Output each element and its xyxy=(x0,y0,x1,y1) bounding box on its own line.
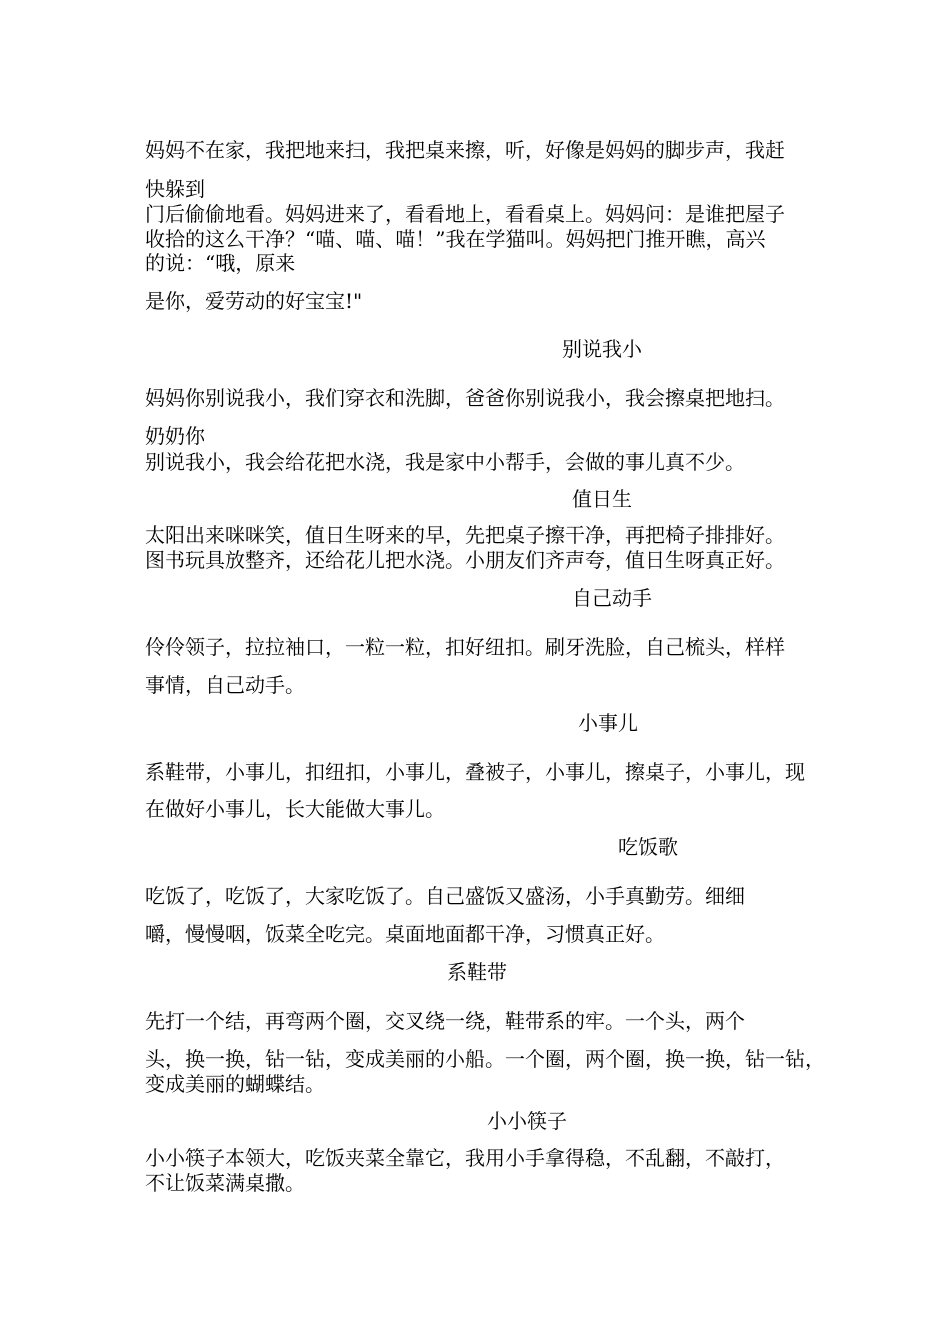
paragraph-line: 小小筷子本领大，吃饭夹菜全靠它，我用小手拿得稳，不乱翻，不敲打， xyxy=(145,1146,785,1170)
paragraph-line: 是你，爱劳动的好宝宝!" xyxy=(145,289,363,313)
paragraph-line: 事情，自己动手。 xyxy=(145,673,305,697)
paragraph-line: 嚼，慢慢咽，饭菜全吃完。桌面地面都干净，习惯真正好。 xyxy=(145,922,665,946)
paragraph-line: 别说我小，我会给花把水浇，我是家中小帮手，会做的事儿真不少。 xyxy=(145,450,745,474)
paragraph-line: 快躲到 xyxy=(145,177,205,201)
section-title: 小小筷子 xyxy=(487,1109,567,1133)
paragraph-line: 系鞋带，小事儿，扣纽扣，小事儿，叠被子，小事儿，擦桌子，小事儿，现 xyxy=(145,760,805,784)
paragraph-line: 吃饭了，吃饭了，大家吃饭了。自己盛饭又盛汤，小手真勤劳。细细 xyxy=(145,884,745,908)
paragraph-line: 不让饭菜满桌撒。 xyxy=(145,1171,305,1195)
paragraph-line: 的说：“哦，原来 xyxy=(145,251,296,275)
paragraph-line: 先打一个结，再弯两个圈，交叉绕一绕，鞋带系的牢。一个头，两个 xyxy=(145,1009,745,1033)
paragraph-line: 妈妈不在家，我把地来扫，我把桌来擦，听，好像是妈妈的脚步声，我赶 xyxy=(145,138,785,162)
paragraph-line: 头，换一换，钻一钻，变成美丽的小船。一个圈，两个圈，换一换，钻一钻， xyxy=(145,1047,825,1071)
paragraph-line: 奶奶你 xyxy=(145,424,205,448)
paragraph-line: 变成美丽的蝴蝶结。 xyxy=(145,1072,325,1096)
paragraph-line: 门后偷偷地看。妈妈进来了，看看地上，看看桌上。妈妈问：是谁把屋子 xyxy=(145,202,785,226)
paragraph-line: 在做好小事儿，长大能做大事儿。 xyxy=(145,797,445,821)
section-title: 系鞋带 xyxy=(447,960,507,984)
section-title: 值日生 xyxy=(572,487,632,511)
paragraph-line: 太阳出来咪咪笑，值日生呀来的早，先把桌子擦干净，再把椅子排排好。 xyxy=(145,523,785,547)
section-title: 自己动手 xyxy=(572,586,652,610)
paragraph-line: 妈妈你别说我小，我们穿衣和洗脚，爸爸你别说我小，我会擦桌把地扫。 xyxy=(145,386,785,410)
paragraph-line: 伶伶领子，拉拉袖口，一粒一粒，扣好纽扣。刷牙洗脸，自己梳头，样样 xyxy=(145,635,785,659)
paragraph-line: 图书玩具放整齐，还给花儿把水浇。小朋友们齐声夸，值日生呀真正好。 xyxy=(145,548,785,572)
section-title: 吃饭歌 xyxy=(618,835,678,859)
paragraph-line: 收拾的这么干净？“喵、喵、喵！”我在学猫叫。妈妈把门推开瞧，高兴 xyxy=(145,227,766,251)
section-title: 别说我小 xyxy=(562,337,642,361)
section-title: 小事儿 xyxy=(578,711,638,735)
